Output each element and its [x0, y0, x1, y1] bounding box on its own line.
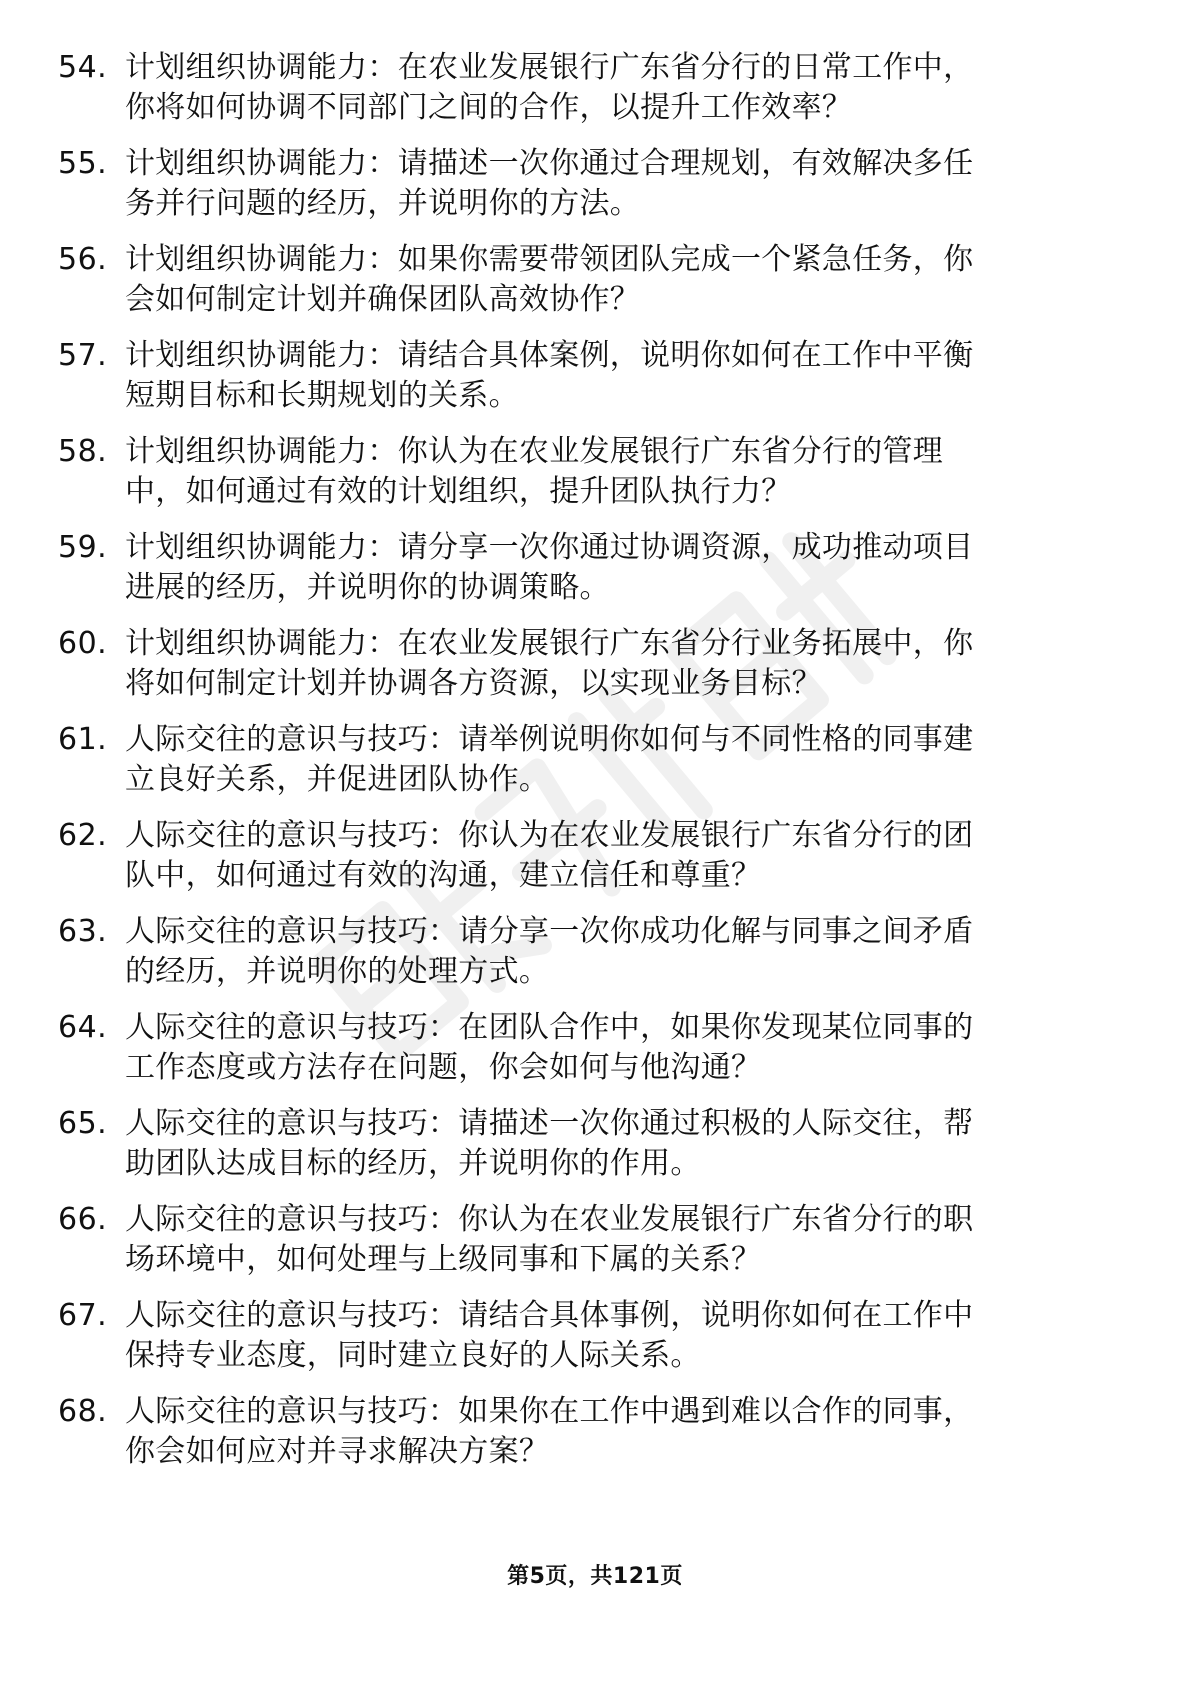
question-text-line: 人际交往的意识与技巧：你认为在农业发展银行广东省分行的职 [125, 1202, 974, 1237]
question-number: 65. [58, 1106, 108, 1141]
question-item [0, 336, 1190, 416]
question-text-line: 你将如何协调不同部门之间的合作，以提升工作效率？ [125, 90, 853, 125]
question-number: 55. [58, 146, 108, 181]
question-item [0, 912, 1190, 992]
question-number: 61. [58, 722, 108, 757]
question-item [0, 240, 1190, 320]
question-number: 67. [58, 1298, 108, 1333]
question-number: 54. [58, 50, 108, 85]
question-number: 57. [58, 338, 108, 373]
question-text-line: 计划组织协调能力：请结合具体案例，说明你如何在工作中平衡 [125, 338, 974, 373]
question-number: 64. [58, 1010, 108, 1045]
question-number: 68. [58, 1394, 108, 1429]
question-text-line: 务并行问题的经历，并说明你的方法。 [125, 186, 641, 221]
question-text-line: 会如何制定计划并确保团队高效协作？ [125, 282, 641, 317]
question-text-line: 人际交往的意识与技巧：请结合具体事例，说明你如何在工作中 [125, 1298, 974, 1333]
question-item [0, 1392, 1190, 1472]
question-text-line: 计划组织协调能力：如果你需要带领团队完成一个紧急任务，你 [125, 242, 974, 277]
question-text-line: 将如何制定计划并协调各方资源，以实现业务目标？ [125, 666, 822, 701]
question-item [0, 720, 1190, 800]
question-text-line: 计划组织协调能力：在农业发展银行广东省分行业务拓展中，你 [125, 626, 974, 661]
page-number-footer: 第5页，共121页 [507, 1564, 683, 1589]
question-number: 66. [58, 1202, 108, 1237]
question-text-line: 立良好关系，并促进团队协作。 [125, 762, 550, 797]
question-text-line: 人际交往的意识与技巧：请举例说明你如何与不同性格的同事建 [125, 722, 974, 757]
question-text-line: 人际交往的意识与技巧：请描述一次你通过积极的人际交往，帮 [125, 1106, 974, 1141]
question-number: 60. [58, 626, 108, 661]
question-number: 56. [58, 242, 108, 277]
question-number: 58. [58, 434, 108, 469]
question-number: 62. [58, 818, 108, 853]
question-item [0, 1008, 1190, 1088]
question-item [0, 144, 1190, 224]
question-text-line: 工作态度或方法存在问题，你会如何与他沟通？ [125, 1050, 762, 1085]
question-text-line: 人际交往的意识与技巧：请分享一次你成功化解与同事之间矛盾 [125, 914, 974, 949]
question-text-line: 短期目标和长期规划的关系。 [125, 378, 519, 413]
question-text-line: 计划组织协调能力：你认为在农业发展银行广东省分行的管理 [125, 434, 944, 469]
question-text-line: 人际交往的意识与技巧：如果你在工作中遇到难以合作的同事， [125, 1394, 974, 1429]
question-number: 63. [58, 914, 108, 949]
question-item [0, 624, 1190, 704]
question-text-line: 计划组织协调能力：请分享一次你通过协调资源，成功推动项目 [125, 530, 974, 565]
question-item [0, 1296, 1190, 1376]
question-text-line: 计划组织协调能力：请描述一次你通过合理规划，有效解决多任 [125, 146, 974, 181]
question-item [0, 816, 1190, 896]
question-text-line: 队中，如何通过有效的沟通，建立信任和尊重？ [125, 858, 762, 893]
question-item [0, 1200, 1190, 1280]
question-text-line: 人际交往的意识与技巧：在团队合作中，如果你发现某位同事的 [125, 1010, 974, 1045]
question-text-line: 的经历，并说明你的处理方式。 [125, 954, 550, 989]
question-text-line: 场环境中，如何处理与上级同事和下属的关系？ [125, 1242, 762, 1277]
question-text-line: 计划组织协调能力：在农业发展银行广东省分行的日常工作中， [125, 50, 974, 85]
question-text-line: 人际交往的意识与技巧：你认为在农业发展银行广东省分行的团 [125, 818, 974, 853]
question-number: 59. [58, 530, 108, 565]
question-item [0, 528, 1190, 608]
question-text-line: 中，如何通过有效的计划组织，提升团队执行力？ [125, 474, 792, 509]
question-text-line: 进展的经历，并说明你的协调策略。 [125, 570, 610, 605]
question-item [0, 48, 1190, 128]
question-item [0, 1104, 1190, 1184]
question-text-line: 你会如何应对并寻求解决方案？ [125, 1434, 550, 1469]
question-text-line: 助团队达成目标的经历，并说明你的作用。 [125, 1146, 701, 1181]
question-item [0, 432, 1190, 512]
question-text-line: 保持专业态度，同时建立良好的人际关系。 [125, 1338, 701, 1373]
